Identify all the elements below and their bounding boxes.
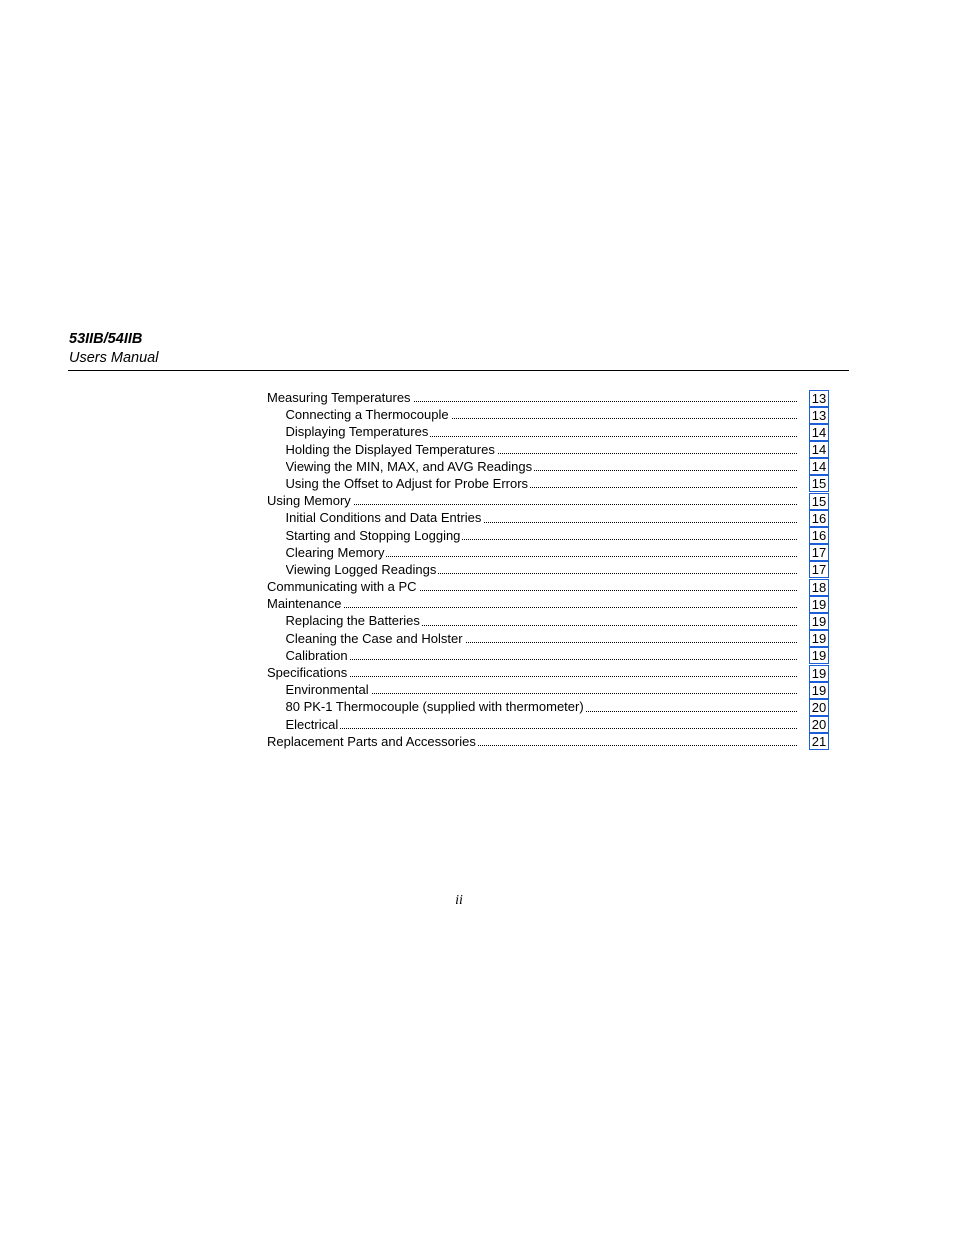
toc-page-link[interactable]: 19 (809, 647, 829, 664)
toc-entry-line (267, 492, 797, 509)
toc-entry[interactable] (267, 389, 829, 406)
header-rule (68, 370, 849, 371)
toc-entry-title: Replacement Parts and Accessories (267, 733, 476, 749)
toc-entry-title: Using the Offset to Adjust for Probe Errors (285, 475, 529, 491)
toc-entry[interactable] (267, 441, 829, 458)
toc-entry-line (267, 733, 797, 750)
toc-page-link[interactable]: 16 (809, 510, 829, 527)
toc-entry-title: Clearing Memory (285, 544, 385, 560)
dot-leader (286, 728, 798, 729)
toc-entry-line (286, 612, 798, 629)
toc-entry-line (286, 716, 798, 733)
toc-entry[interactable] (267, 630, 829, 647)
toc-entry-line (286, 509, 798, 526)
toc-entry-line (286, 647, 798, 664)
manual-title: Users Manual (69, 350, 159, 366)
toc-page-link[interactable]: 20 (809, 699, 829, 716)
toc-entry-line (286, 630, 798, 647)
toc-entry-title: Holding the Displayed Temperatures (285, 441, 495, 457)
toc-entry-title: 80 PK-1 Thermocouple (supplied with thermometer) (285, 699, 584, 715)
toc-entry-title: Connecting a Thermocouple (285, 407, 449, 423)
toc-entry-title: Starting and Stopping Logging (285, 527, 461, 543)
toc-entry-title: Maintenance (267, 596, 342, 612)
toc-entry-title: Using Memory (267, 493, 351, 509)
toc-page-link[interactable]: 13 (809, 390, 829, 407)
toc-page-link[interactable]: 20 (809, 716, 829, 733)
toc-page-link[interactable]: 14 (809, 424, 829, 441)
toc-page-link[interactable]: 17 (809, 561, 829, 578)
toc-entry[interactable] (267, 664, 829, 681)
toc-page-link[interactable]: 15 (809, 475, 829, 492)
toc-entry-title: Electrical (285, 716, 339, 732)
toc-entry-title: Initial Conditions and Data Entries (285, 510, 482, 526)
toc-entry-title: Viewing the MIN, MAX, and AVG Readings (285, 458, 533, 474)
toc-entry[interactable] (267, 612, 829, 629)
toc-page-link[interactable]: 13 (809, 407, 829, 424)
toc-entry[interactable] (267, 509, 829, 526)
toc-entry-line (286, 698, 798, 715)
toc-entry[interactable] (267, 544, 829, 561)
toc-entry[interactable] (267, 698, 829, 715)
toc-entry-line (286, 458, 798, 475)
toc-entry-title: Viewing Logged Readings (285, 561, 437, 577)
toc-entry[interactable] (267, 458, 829, 475)
toc-entry-line (286, 441, 798, 458)
toc-entry-title: Calibration (285, 647, 348, 663)
toc-entry[interactable] (267, 527, 829, 544)
toc-page-link[interactable]: 21 (809, 733, 829, 750)
toc-entry-line (267, 389, 797, 406)
toc-entry[interactable] (267, 406, 829, 423)
running-header (69, 330, 849, 368)
toc-entry-title: Environmental (285, 682, 369, 698)
toc-entry-title: Measuring Temperatures (267, 390, 411, 405)
toc-entry[interactable] (267, 681, 829, 698)
toc-entry[interactable] (267, 716, 829, 733)
toc-page-link[interactable]: 14 (809, 458, 829, 475)
table-of-contents (267, 389, 829, 750)
toc-page-link[interactable]: 19 (809, 682, 829, 699)
toc-entry-line (286, 544, 798, 561)
toc-entry-title: Cleaning the Case and Holster (285, 630, 463, 646)
toc-entry-line (267, 578, 797, 595)
toc-entry-title: Communicating with a PC (267, 579, 417, 595)
product-model: 53IIB/54IIB (69, 331, 143, 347)
toc-entry[interactable] (267, 423, 829, 440)
toc-entry-line (286, 681, 798, 698)
toc-entry[interactable] (267, 578, 829, 595)
page-number: ii (455, 893, 463, 908)
dot-leader (286, 659, 798, 660)
toc-entry-line (267, 664, 797, 681)
toc-entry-title: Specifications (267, 665, 348, 680)
toc-page-link[interactable]: 18 (809, 579, 829, 596)
toc-entry[interactable] (267, 595, 829, 612)
toc-entry[interactable] (267, 492, 829, 509)
dot-leader (267, 607, 797, 608)
toc-page-link[interactable]: 19 (809, 665, 829, 682)
toc-page-link[interactable]: 16 (809, 527, 829, 544)
toc-entry[interactable] (267, 647, 829, 664)
toc-entry[interactable] (267, 561, 829, 578)
toc-entry-title: Replacing the Batteries (285, 613, 420, 629)
toc-entry-line (286, 561, 798, 578)
toc-page-link[interactable]: 19 (809, 630, 829, 647)
toc-page-link[interactable]: 19 (809, 613, 829, 630)
toc-entry-line (286, 406, 798, 423)
toc-entry[interactable] (267, 475, 829, 492)
toc-page-link[interactable]: 14 (809, 441, 829, 458)
toc-entry-line (267, 595, 797, 612)
toc-entry[interactable] (267, 733, 829, 750)
toc-page-link[interactable]: 19 (809, 596, 829, 613)
toc-entry-title: Displaying Temperatures (285, 424, 429, 440)
toc-page-link[interactable]: 17 (809, 544, 829, 561)
toc-page-link[interactable]: 15 (809, 493, 829, 510)
toc-entry-line (286, 527, 798, 544)
toc-entry-line (286, 475, 798, 492)
toc-entry-line (286, 423, 798, 440)
